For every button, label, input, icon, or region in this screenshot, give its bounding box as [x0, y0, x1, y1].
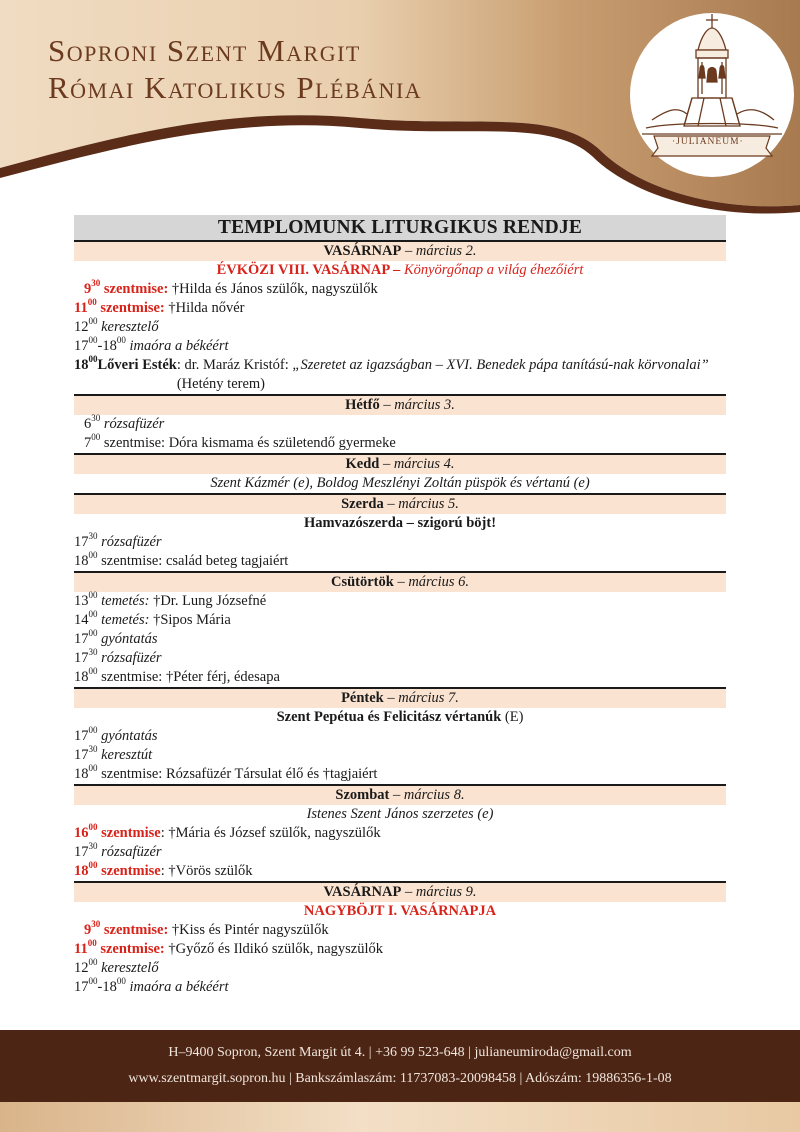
intention: †Dr. Lung Józsefné — [149, 593, 267, 609]
time: $11^{00}$ — [74, 297, 97, 316]
day-header — [74, 240, 726, 261]
schedule-days — [74, 240, 726, 997]
schedule-item — [74, 552, 726, 571]
time: $18^{00}$ — [74, 860, 98, 879]
time: $17^{00}-18^{00}$ — [74, 976, 126, 995]
feast-note: Könyörgőnap a világ éhezőiért — [403, 262, 584, 278]
day-header — [74, 394, 726, 415]
logo-caption: ·JULIANEUM· — [672, 137, 744, 147]
day-header — [74, 493, 726, 514]
schedule-item — [74, 592, 726, 611]
time: $13^{00}$ — [74, 590, 98, 609]
time: $7^{00}$ — [84, 432, 101, 451]
feast-line — [74, 805, 726, 824]
time-minutes: 00 — [88, 666, 98, 677]
time: $18^{00}$ — [74, 354, 98, 373]
time-minutes: 00 — [88, 725, 98, 736]
day-header — [74, 784, 726, 805]
time: $17^{00}$ — [74, 725, 98, 744]
event-type: temetés: — [97, 612, 150, 628]
day-date: – március 3. — [379, 397, 455, 413]
feast-line — [74, 261, 726, 280]
time-minutes: 00 — [88, 354, 98, 365]
time-minutes: 00 — [88, 316, 98, 327]
schedule-item — [74, 959, 726, 978]
schedule-item — [74, 280, 726, 299]
day-name: Csütörtök — [330, 574, 394, 590]
event-type: imaóra a békéért — [125, 338, 229, 354]
time-minutes: 00 — [87, 297, 97, 308]
day-date: – március 7. — [383, 690, 459, 706]
loveri-venue: (Hetény terem) — [176, 376, 266, 392]
loveri-label — [74, 356, 177, 394]
feast-line — [74, 514, 726, 533]
intention: †Hilda és János szülők, nagyszülők — [168, 281, 378, 297]
time: $11^{00}$ — [74, 938, 97, 957]
mass-label: szentmise: — [96, 300, 165, 316]
mass-label: szentmise — [97, 863, 161, 879]
day-name: Péntek — [341, 690, 384, 706]
day-name: VASÁRNAP — [323, 884, 402, 900]
schedule-item — [74, 337, 726, 356]
intention: : †Mária és József szülők, nagyszülők — [160, 825, 381, 841]
day-name: Szerda — [341, 496, 384, 512]
page-header — [0, 0, 800, 215]
time-minutes: 00 — [116, 335, 126, 346]
event-type: keresztelő — [97, 960, 159, 976]
intention: szentmise: család beteg tagjaiért — [97, 553, 289, 569]
time-minutes: 30 — [91, 278, 101, 289]
loveri-title: Lőveri Esték — [97, 357, 177, 373]
intention: †Győző és Ildikó szülők, nagyszülők — [164, 941, 384, 957]
time: $18^{00}$ — [74, 666, 98, 685]
time-minutes: 00 — [88, 590, 98, 601]
intention: †Kiss és Pintér nagyszülők — [168, 922, 329, 938]
time-minutes: 00 — [91, 432, 101, 443]
feast-line — [74, 474, 726, 493]
time-minutes: 00 — [116, 976, 126, 987]
bell-tower-logo-icon — [632, 10, 792, 180]
time-minutes: 30 — [91, 919, 101, 930]
day-header — [74, 571, 726, 592]
time: $17^{30}$ — [74, 744, 98, 763]
schedule-item — [74, 299, 726, 318]
event-type: rózsafüzér — [97, 534, 162, 550]
time-minutes: 30 — [88, 744, 98, 755]
event-type: keresztút — [97, 747, 153, 763]
schedule-item — [74, 727, 726, 746]
time-minutes: 30 — [88, 647, 98, 658]
time-minutes: 00 — [88, 860, 98, 871]
time-minutes: 30 — [88, 531, 98, 542]
schedule-item — [74, 978, 726, 997]
day-header — [74, 453, 726, 474]
time: $17^{30}$ — [74, 841, 98, 860]
time: $17^{00}$ — [74, 628, 98, 647]
intention: †Hilda nővér — [164, 300, 245, 316]
day-name: Szombat — [335, 787, 390, 803]
time: $9^{30}$ — [84, 919, 101, 938]
schedule-item — [74, 611, 726, 630]
schedule-item — [74, 921, 726, 940]
time: $18^{00}$ — [74, 550, 98, 569]
time: $12^{00}$ — [74, 957, 98, 976]
intention: szentmise: Rózsafüzér Társulat élő és †tagjaiért — [97, 766, 378, 782]
schedule-item — [74, 318, 726, 337]
time-minutes: 00 — [88, 335, 98, 346]
time-minutes: 00 — [88, 763, 98, 774]
event-type: rózsafüzér — [100, 416, 165, 432]
loveri-speaker: : dr. Maráz Kristóf: — [176, 357, 293, 373]
day-name: Kedd — [345, 456, 380, 472]
event-type: gyóntatás — [97, 728, 158, 744]
time: $18^{00}$ — [74, 763, 98, 782]
schedule-item — [74, 765, 726, 784]
time: $17^{00}-18^{00}$ — [74, 335, 126, 354]
time: $17^{30}$ — [74, 531, 98, 550]
intention: szentmise: †Péter férj, édesapa — [97, 669, 280, 685]
parish-name-line-1: Soproni Szent Margit — [48, 33, 361, 68]
feast-line — [74, 902, 726, 921]
schedule-item — [74, 862, 726, 881]
intention: : †Vörös szülők — [160, 863, 253, 879]
footer-bank-line: www.szentmargit.sopron.hu | Bankszámlaszám: 11737083-20098458 | Adószám: 19886356-1-08 — [128, 1071, 672, 1086]
day-header — [74, 881, 726, 902]
time: $9^{30}$ — [84, 278, 101, 297]
time: $6^{30}$ — [84, 413, 101, 432]
mass-label: szentmise: — [100, 922, 169, 938]
intention: szentmise: Dóra kismama és születendő gyermeke — [100, 435, 396, 451]
loveri-quote: „Szeretet az igazságban – XVI. Benedek pápa tanítású-nak körvonalai” — [292, 357, 709, 373]
time-minutes: 00 — [88, 628, 98, 639]
schedule-item — [74, 415, 726, 434]
event-type: keresztelő — [97, 319, 159, 335]
day-date: – március 2. — [401, 243, 477, 259]
schedule-title: TEMPLOMUNK LITURGIKUS RENDJE — [74, 215, 726, 240]
schedule-item — [74, 746, 726, 765]
loveri-event — [74, 356, 726, 394]
liturgical-schedule — [74, 215, 726, 997]
schedule-item — [74, 649, 726, 668]
mass-label: szentmise: — [100, 281, 169, 297]
schedule-item — [74, 668, 726, 687]
event-type: rózsafüzér — [97, 650, 162, 666]
feast-line — [74, 708, 726, 727]
time-minutes: 30 — [91, 413, 101, 424]
time: $17^{30}$ — [74, 647, 98, 666]
loveri-text — [177, 356, 726, 394]
feast-title: Hamvazószerda – szigorú böjt! — [303, 515, 497, 531]
feast-rank: (E) — [501, 709, 524, 725]
feast-title: Szent Pepétua és Felicitász vértanúk — [276, 709, 502, 725]
feast-title: ÉVKÖZI VIII. VASÁRNAP – — [216, 262, 404, 278]
time-minutes: 00 — [88, 550, 98, 561]
feast-title: NAGYBÖJT I. VASÁRNAPJA — [303, 903, 497, 919]
day-name: Hétfő — [345, 397, 380, 413]
day-header — [74, 687, 726, 708]
mass-label: szentmise: — [96, 941, 165, 957]
schedule-item — [74, 533, 726, 552]
time: $14^{00}$ — [74, 609, 98, 628]
time-minutes: 30 — [88, 841, 98, 852]
time: $12^{00}$ — [74, 316, 98, 335]
day-date: – március 5. — [383, 496, 459, 512]
schedule-item — [74, 843, 726, 862]
footer-contact-line: H–9400 Sopron, Szent Margit út 4. | +36 99 523-648 | julianeumiroda@gmail.com — [168, 1045, 632, 1060]
footer-decorative-band — [0, 1102, 800, 1132]
time: $16^{00}$ — [74, 822, 98, 841]
event-type: temetés: — [97, 593, 150, 609]
parish-name-line-2: Római Katolikus Plébánia — [48, 70, 423, 105]
page-footer — [0, 1030, 800, 1102]
day-date: – március 6. — [393, 574, 470, 590]
schedule-item — [74, 434, 726, 453]
event-type: rózsafüzér — [97, 844, 162, 860]
event-type: imaóra a békéért — [125, 979, 229, 995]
schedule-item — [74, 824, 726, 843]
schedule-item — [74, 630, 726, 649]
schedule-item — [74, 940, 726, 959]
event-type: gyóntatás — [97, 631, 158, 647]
day-date: – március 4. — [379, 456, 455, 472]
time-minutes: 00 — [88, 957, 98, 968]
day-name: VASÁRNAP — [323, 243, 402, 259]
feast-note: Szent Kázmér (e), Boldog Meszlényi Zoltán püspök és vértanú (e) — [210, 475, 590, 491]
time-minutes: 00 — [88, 822, 98, 833]
time-minutes: 00 — [87, 938, 97, 949]
time-minutes: 00 — [88, 976, 98, 987]
intention: †Sipos Mária — [149, 612, 231, 628]
time-minutes: 00 — [88, 609, 98, 620]
mass-label: szentmise — [97, 825, 161, 841]
day-date: – március 9. — [401, 884, 477, 900]
day-date: – március 8. — [389, 787, 465, 803]
feast-note: Istenes Szent János szerzetes (e) — [306, 806, 494, 822]
